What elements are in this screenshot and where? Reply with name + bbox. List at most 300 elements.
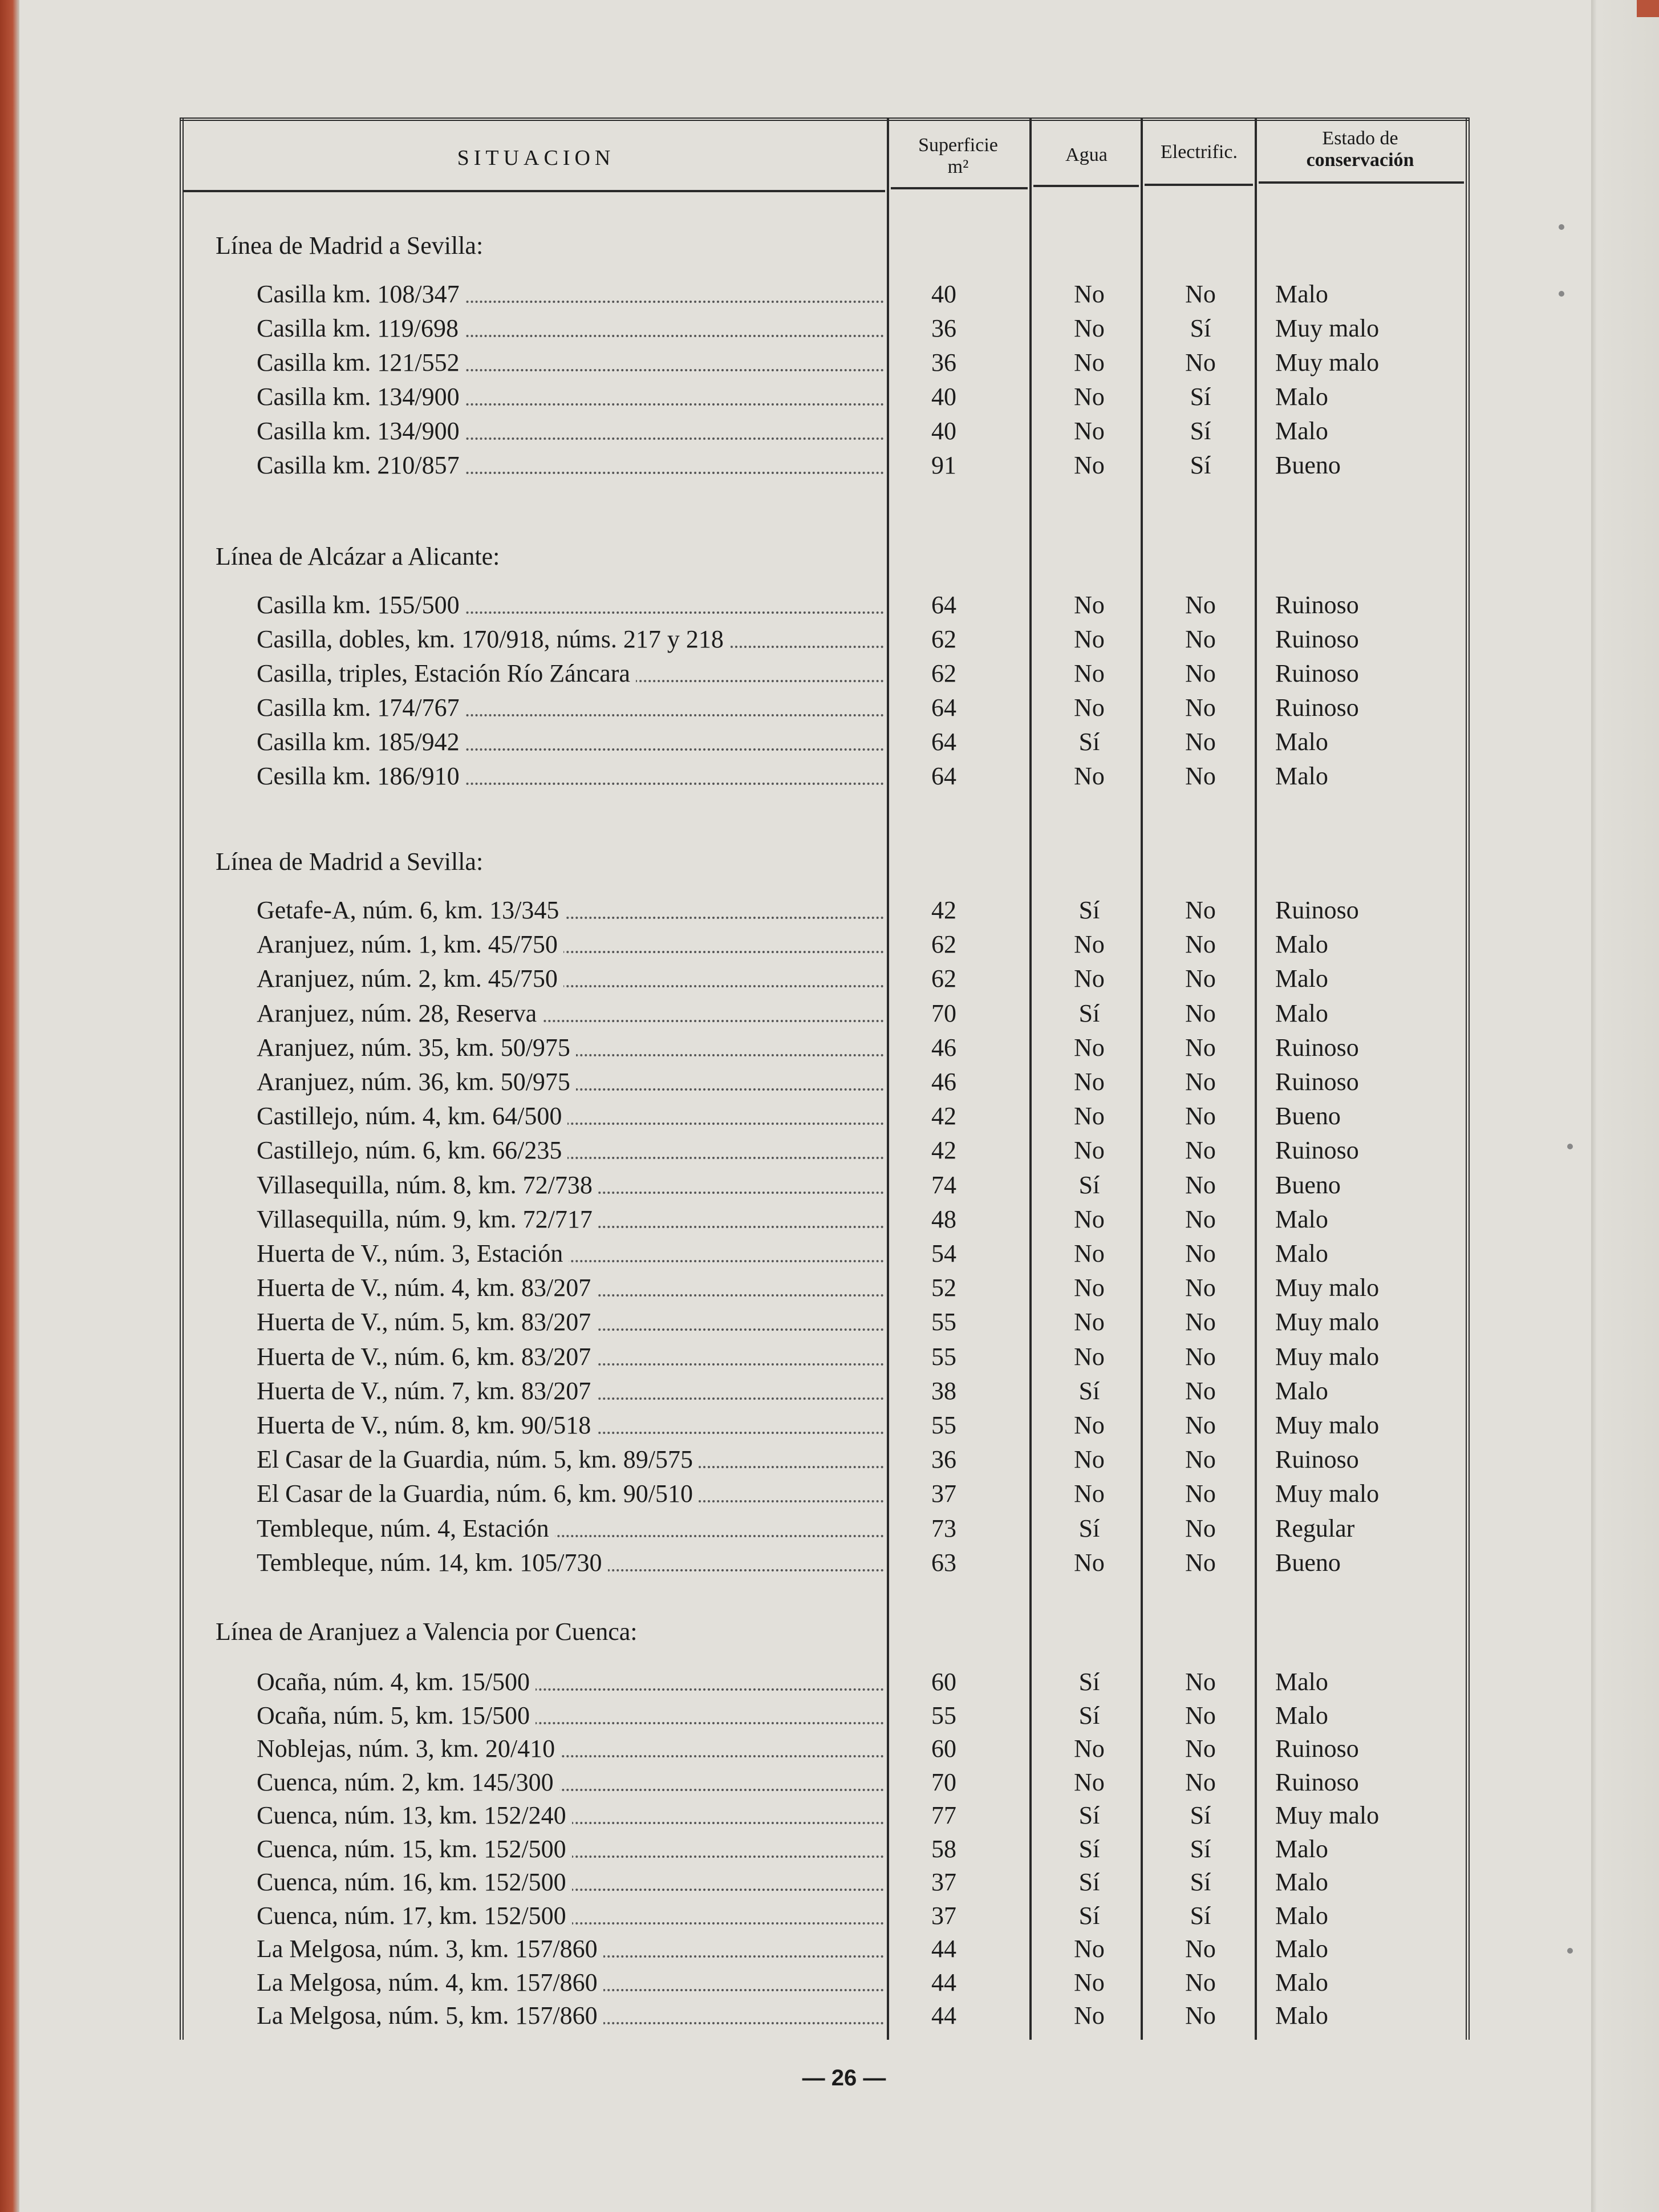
situacion-text: Tembleque, núm. 14, km. 105/730 <box>257 1549 608 1577</box>
cell-superficie: 36 <box>931 1445 956 1474</box>
situacion-text: Casilla km. 108/347 <box>257 280 465 308</box>
cell-situacion <box>257 1479 884 1508</box>
situacion-text: El Casar de la Guardia, núm. 6, km. 90/510 <box>257 1480 699 1508</box>
cell-situacion <box>257 1901 884 1930</box>
cell-situacion <box>257 1342 884 1371</box>
cell-electrific: Sí <box>1190 1901 1211 1930</box>
cell-agua: Sí <box>1078 1901 1100 1930</box>
cell-electrific: No <box>1185 1239 1216 1267</box>
cell-electrific: No <box>1185 1514 1216 1542</box>
cell-situacion <box>257 1514 884 1543</box>
table-row <box>0 1734 1659 1768</box>
cell-superficie: 91 <box>931 451 956 479</box>
cell-situacion <box>257 1667 884 1696</box>
situacion-text: Cuenca, núm. 13, km. 152/240 <box>257 1801 572 1829</box>
cell-agua: No <box>1074 1735 1105 1763</box>
header-situacion: SITUACION <box>457 146 615 170</box>
situacion-text: Aranjuez, núm. 28, Reserva <box>257 999 542 1027</box>
cell-electrific: No <box>1185 965 1216 993</box>
table-row <box>0 1170 1659 1205</box>
table-row <box>0 999 1659 1033</box>
table-row <box>0 896 1659 930</box>
situacion-text: Castillejo, núm. 4, km. 64/500 <box>257 1102 567 1130</box>
cell-agua: Sí <box>1078 1668 1100 1696</box>
cell-estado: Ruinoso <box>1275 1068 1359 1096</box>
cell-situacion <box>257 1768 884 1797</box>
header-electrific: Electrific. <box>1161 141 1238 163</box>
cell-agua: No <box>1074 1342 1105 1371</box>
cell-situacion <box>257 348 884 377</box>
situacion-text: Huerta de V., núm. 8, km. 90/518 <box>257 1411 597 1439</box>
cell-superficie: 40 <box>931 280 956 308</box>
section-title: Línea de Madrid a Sevilla: <box>216 232 484 260</box>
cell-superficie: 62 <box>931 659 956 687</box>
situacion-text: La Melgosa, núm. 3, km. 157/860 <box>257 1935 603 1963</box>
header-rule-estado <box>1259 181 1464 184</box>
cell-estado: Ruinoso <box>1275 1768 1359 1796</box>
cell-estado: Malo <box>1275 1668 1328 1696</box>
cell-estado: Malo <box>1275 1239 1328 1267</box>
header-rule-situacion <box>184 190 885 192</box>
situacion-text: Cuenca, núm. 2, km. 145/300 <box>257 1768 559 1796</box>
cell-electrific: No <box>1185 1274 1216 1302</box>
cell-situacion <box>257 416 884 445</box>
cell-agua: No <box>1074 1308 1105 1336</box>
cell-superficie: 70 <box>931 999 956 1027</box>
binding-mark <box>1559 224 1564 230</box>
situacion-text: Casilla km. 134/900 <box>257 417 465 445</box>
cell-electrific: No <box>1185 930 1216 959</box>
cell-situacion <box>257 1101 884 1131</box>
cell-estado: Malo <box>1275 762 1328 790</box>
cell-superficie: 44 <box>931 1968 956 1996</box>
table-row <box>0 1514 1659 1548</box>
cell-superficie: 73 <box>931 1514 956 1542</box>
cell-electrific: Sí <box>1190 417 1211 445</box>
cell-estado: Malo <box>1275 728 1328 756</box>
cell-electrific: No <box>1185 1445 1216 1474</box>
section-title: Línea de Aranjuez a Valencia por Cuenca: <box>216 1618 638 1646</box>
cell-estado: Malo <box>1275 383 1328 411</box>
cell-electrific: No <box>1185 1136 1216 1165</box>
cell-estado: Malo <box>1275 1935 1328 1963</box>
table-row <box>0 314 1659 348</box>
cell-superficie: 74 <box>931 1170 956 1199</box>
situacion-text: Tembleque, núm. 4, Estación <box>257 1514 555 1542</box>
cell-electrific: No <box>1185 1170 1216 1199</box>
cell-electrific: No <box>1185 1342 1216 1371</box>
header-agua: Agua <box>1065 144 1108 165</box>
table-row <box>0 1934 1659 1968</box>
cell-estado: Ruinoso <box>1275 659 1359 687</box>
cell-situacion <box>257 1411 884 1440</box>
cell-situacion <box>257 1548 884 1577</box>
header-superficie <box>890 135 1027 178</box>
situacion-text: Castillejo, núm. 6, km. 66/235 <box>257 1136 567 1164</box>
cell-situacion <box>257 659 884 688</box>
cell-electrific: No <box>1185 1935 1216 1963</box>
table-row <box>0 1867 1659 1902</box>
cell-superficie: 55 <box>931 1342 956 1371</box>
table-row <box>0 1205 1659 1239</box>
cell-agua: No <box>1074 625 1105 653</box>
situacion-text: Cuenca, núm. 16, km. 152/500 <box>257 1868 572 1896</box>
cell-situacion <box>257 1067 884 1096</box>
cell-electrific: No <box>1185 1968 1216 1996</box>
cell-superficie: 62 <box>931 625 956 653</box>
cell-electrific: No <box>1185 1068 1216 1096</box>
situacion-text: Casilla km. 185/942 <box>257 728 465 756</box>
cell-situacion <box>257 1239 884 1268</box>
section-title: Línea de Madrid a Sevilla: <box>216 848 484 876</box>
situacion-text: Villasequilla, núm. 9, km. 72/717 <box>257 1205 598 1233</box>
cell-electrific: No <box>1185 1735 1216 1763</box>
cell-estado: Ruinoso <box>1275 896 1359 924</box>
cell-agua: No <box>1074 314 1105 342</box>
cell-estado: Ruinoso <box>1275 625 1359 653</box>
situacion-text: Aranjuez, núm. 35, km. 50/975 <box>257 1034 576 1062</box>
cell-agua: Sí <box>1078 1376 1100 1405</box>
cell-superficie: 40 <box>931 383 956 411</box>
cell-electrific: No <box>1185 1411 1216 1439</box>
cell-agua: No <box>1074 1274 1105 1302</box>
cell-estado: Bueno <box>1275 1170 1341 1199</box>
cell-superficie: 54 <box>931 1239 956 1267</box>
table-row <box>0 451 1659 485</box>
page-number: — 26 — <box>802 2065 886 2091</box>
cell-agua: No <box>1074 1033 1105 1062</box>
header-superficie-line2: m² <box>947 156 969 177</box>
cell-superficie: 55 <box>931 1701 956 1729</box>
table-row <box>0 1033 1659 1067</box>
cell-estado: Muy malo <box>1275 1801 1380 1829</box>
cell-superficie: 55 <box>931 1411 956 1439</box>
cell-electrific: No <box>1185 896 1216 924</box>
cell-agua: Sí <box>1078 896 1100 924</box>
table-row <box>0 1968 1659 2002</box>
table-row <box>0 348 1659 382</box>
cell-agua: No <box>1074 1136 1105 1165</box>
cell-superficie: 37 <box>931 1480 956 1508</box>
cell-agua: No <box>1074 1068 1105 1096</box>
table-row <box>0 964 1659 998</box>
table-row <box>0 590 1659 625</box>
table-row <box>0 659 1659 693</box>
cell-estado: Malo <box>1275 417 1328 445</box>
situacion-text: Huerta de V., núm. 7, km. 83/207 <box>257 1377 597 1405</box>
cell-electrific: No <box>1185 1033 1216 1062</box>
cell-electrific: No <box>1185 762 1216 790</box>
header-superficie-line1: Superficie <box>918 135 998 156</box>
cell-superficie: 40 <box>931 417 956 445</box>
cell-electrific: No <box>1185 1102 1216 1131</box>
table-row <box>0 1239 1659 1273</box>
cell-estado: Malo <box>1275 999 1328 1027</box>
cell-agua: No <box>1074 591 1105 619</box>
cell-situacion <box>257 279 884 309</box>
cell-superficie: 48 <box>931 1205 956 1233</box>
cell-situacion <box>257 1307 884 1336</box>
situacion-text: Villasequilla, núm. 8, km. 72/738 <box>257 1171 598 1199</box>
cell-superficie: 55 <box>931 1308 956 1336</box>
cell-estado: Bueno <box>1275 1102 1341 1131</box>
situacion-text: Aranjuez, núm. 36, km. 50/975 <box>257 1068 576 1096</box>
header-estado-line1: Estado de <box>1322 128 1398 149</box>
table-row <box>0 279 1659 314</box>
table-row <box>0 1445 1659 1479</box>
cell-agua: No <box>1074 694 1105 722</box>
binding-mark <box>1567 1144 1573 1149</box>
table-row <box>0 1101 1659 1136</box>
cell-superficie: 64 <box>931 728 956 756</box>
cell-estado: Malo <box>1275 1968 1328 1996</box>
cell-superficie: 38 <box>931 1376 956 1405</box>
cell-superficie: 44 <box>931 2002 956 2029</box>
header-estado <box>1258 128 1463 171</box>
cell-electrific: No <box>1185 1376 1216 1405</box>
cell-situacion <box>257 1136 884 1165</box>
cell-agua: Sí <box>1078 728 1100 756</box>
cell-estado: Ruinoso <box>1275 1445 1359 1474</box>
cell-situacion <box>257 2001 884 2030</box>
situacion-text: Huerta de V., núm. 5, km. 83/207 <box>257 1308 597 1336</box>
table-row <box>0 693 1659 727</box>
table-row <box>0 1479 1659 1513</box>
cell-superficie: 52 <box>931 1274 956 1302</box>
cell-electrific: Sí <box>1190 1868 1211 1896</box>
cell-electrific: No <box>1185 659 1216 687</box>
cell-estado: Regular <box>1275 1514 1355 1542</box>
cell-superficie: 36 <box>931 349 956 376</box>
cell-situacion <box>257 1968 884 1997</box>
cell-estado: Bueno <box>1275 1548 1341 1577</box>
cell-electrific: No <box>1185 1701 1216 1729</box>
cell-situacion <box>257 1273 884 1302</box>
cell-agua: No <box>1074 965 1105 993</box>
table-row <box>0 1136 1659 1170</box>
table-row <box>0 1834 1659 1869</box>
cell-estado: Ruinoso <box>1275 591 1359 619</box>
cell-electrific: No <box>1185 1548 1216 1577</box>
cell-electrific: Sí <box>1190 383 1211 411</box>
cell-agua: Sí <box>1078 1701 1100 1729</box>
cell-estado: Muy malo <box>1275 1480 1380 1508</box>
table-row <box>0 625 1659 659</box>
situacion-text: Ocaña, núm. 5, km. 15/500 <box>257 1701 536 1729</box>
cell-situacion <box>257 727 884 756</box>
table-row <box>0 382 1659 416</box>
cell-situacion <box>257 1867 884 1897</box>
cell-estado: Ruinoso <box>1275 694 1359 722</box>
cell-electrific: No <box>1185 2002 1216 2029</box>
cell-superficie: 46 <box>931 1068 956 1096</box>
cell-electrific: Sí <box>1190 451 1211 479</box>
cell-agua: No <box>1074 762 1105 790</box>
situacion-text: Casilla km. 174/767 <box>257 694 465 722</box>
cell-estado: Ruinoso <box>1275 1136 1359 1165</box>
cell-situacion <box>257 761 884 791</box>
cell-superficie: 77 <box>931 1801 956 1829</box>
situacion-text: Getafe-A, núm. 6, km. 13/345 <box>257 896 565 924</box>
cell-superficie: 62 <box>931 965 956 993</box>
situacion-text: Ocaña, núm. 4, km. 15/500 <box>257 1668 536 1696</box>
situacion-text: Casilla km. 210/857 <box>257 451 465 479</box>
cell-situacion <box>257 625 884 654</box>
cell-agua: No <box>1074 1102 1105 1131</box>
cell-agua: No <box>1074 1968 1105 1996</box>
header-rule-superficie <box>891 187 1028 189</box>
situacion-text: La Melgosa, núm. 4, km. 157/860 <box>257 1968 603 1996</box>
cell-superficie: 62 <box>931 930 956 959</box>
cell-superficie: 37 <box>931 1868 956 1896</box>
cell-estado: Muy malo <box>1275 1411 1380 1439</box>
table-row <box>0 416 1659 451</box>
situacion-text: El Casar de la Guardia, núm. 5, km. 89/575 <box>257 1445 699 1473</box>
situacion-text: La Melgosa, núm. 5, km. 157/860 <box>257 2002 603 2029</box>
table-row <box>0 1768 1659 1802</box>
cell-situacion <box>257 930 884 959</box>
cell-situacion <box>257 314 884 343</box>
cell-electrific: No <box>1185 1668 1216 1696</box>
cell-agua: No <box>1074 1411 1105 1439</box>
cell-agua: No <box>1074 659 1105 687</box>
situacion-text: Cuenca, núm. 15, km. 152/500 <box>257 1835 572 1863</box>
cell-situacion <box>257 1934 884 1963</box>
table-row <box>0 1548 1659 1582</box>
cell-estado: Malo <box>1275 280 1328 308</box>
cell-superficie: 44 <box>931 1935 956 1963</box>
cell-agua: No <box>1074 383 1105 411</box>
cell-electrific: No <box>1185 1768 1216 1796</box>
table-row <box>0 1901 1659 1935</box>
cell-superficie: 46 <box>931 1033 956 1062</box>
binding-mark <box>1567 1948 1573 1954</box>
cell-electrific: Sí <box>1190 314 1211 342</box>
cell-estado: Ruinoso <box>1275 1033 1359 1062</box>
situacion-text: Cuenca, núm. 17, km. 152/500 <box>257 1902 572 1930</box>
header-rule-electrific <box>1145 184 1253 186</box>
cell-situacion <box>257 1701 884 1730</box>
cell-electrific: No <box>1185 591 1216 619</box>
situacion-text: Huerta de V., núm. 6, km. 83/207 <box>257 1343 597 1371</box>
cell-estado: Malo <box>1275 1901 1328 1930</box>
cell-superficie: 60 <box>931 1735 956 1763</box>
cell-situacion <box>257 1734 884 1763</box>
cell-agua: No <box>1074 1935 1105 1963</box>
section-title: Línea de Alcázar a Alicante: <box>216 542 500 570</box>
cell-estado: Malo <box>1275 965 1328 993</box>
cell-superficie: 42 <box>931 1102 956 1131</box>
cell-agua: No <box>1074 417 1105 445</box>
cell-situacion <box>257 590 884 619</box>
cell-superficie: 37 <box>931 1901 956 1930</box>
cell-superficie: 36 <box>931 314 956 342</box>
cell-agua: Sí <box>1078 1170 1100 1199</box>
cell-estado: Malo <box>1275 1376 1328 1405</box>
cell-agua: No <box>1074 280 1105 308</box>
cell-electrific: No <box>1185 280 1216 308</box>
cell-situacion <box>257 1801 884 1830</box>
cell-agua: Sí <box>1078 1868 1100 1896</box>
table-row <box>0 1273 1659 1307</box>
table-row <box>0 1667 1659 1701</box>
table-row <box>0 1411 1659 1445</box>
cell-superficie: 70 <box>931 1768 956 1796</box>
binding-mark <box>1559 291 1564 297</box>
cell-superficie: 60 <box>931 1668 956 1696</box>
cell-situacion <box>257 382 884 411</box>
cell-electrific: No <box>1185 999 1216 1027</box>
header-rule-agua <box>1033 185 1139 187</box>
situacion-text: Aranjuez, núm. 2, km. 45/750 <box>257 965 563 992</box>
cell-situacion <box>257 1445 884 1474</box>
cell-agua: No <box>1074 1205 1105 1233</box>
cell-agua: Sí <box>1078 1834 1100 1863</box>
cell-electrific: No <box>1185 694 1216 722</box>
cell-agua: Sí <box>1078 999 1100 1027</box>
cell-agua: No <box>1074 1480 1105 1508</box>
cell-agua: No <box>1074 1548 1105 1577</box>
cell-estado: Malo <box>1275 1205 1328 1233</box>
cell-electrific: No <box>1185 625 1216 653</box>
cell-estado: Malo <box>1275 2002 1328 2029</box>
table-row <box>0 761 1659 796</box>
table-row <box>0 1701 1659 1735</box>
cell-situacion <box>257 1834 884 1863</box>
cell-electrific: Sí <box>1190 1801 1211 1829</box>
situacion-text: Casilla km. 121/552 <box>257 349 465 376</box>
cell-agua: No <box>1074 1768 1105 1796</box>
table-row <box>0 1342 1659 1376</box>
cell-situacion <box>257 999 884 1028</box>
table-row <box>0 2001 1659 2035</box>
cell-agua: No <box>1074 930 1105 959</box>
table-row <box>0 727 1659 761</box>
cell-superficie: 58 <box>931 1834 956 1863</box>
cell-electrific: No <box>1185 728 1216 756</box>
cell-situacion <box>257 964 884 993</box>
cell-superficie: 63 <box>931 1548 956 1577</box>
cell-situacion <box>257 896 884 925</box>
cell-superficie: 64 <box>931 762 956 790</box>
cell-situacion <box>257 693 884 722</box>
situacion-text: Huerta de V., núm. 3, Estación <box>257 1239 569 1267</box>
table-row <box>0 930 1659 964</box>
cell-estado: Bueno <box>1275 451 1341 479</box>
cell-agua: No <box>1074 1239 1105 1267</box>
situacion-text: Casilla, dobles, km. 170/918, núms. 217 y 218 <box>257 625 729 653</box>
cell-agua: No <box>1074 1445 1105 1474</box>
cell-agua: No <box>1074 2002 1105 2029</box>
cell-superficie: 42 <box>931 1136 956 1165</box>
cell-estado: Muy malo <box>1275 1342 1380 1371</box>
situacion-text: Cesilla km. 186/910 <box>257 762 465 790</box>
cell-superficie: 42 <box>931 896 956 924</box>
cell-estado: Malo <box>1275 1834 1328 1863</box>
cell-electrific: No <box>1185 349 1216 376</box>
cell-estado: Malo <box>1275 1701 1328 1729</box>
cell-electrific: Sí <box>1190 1834 1211 1863</box>
cell-electrific: No <box>1185 1480 1216 1508</box>
table-row <box>0 1067 1659 1101</box>
cell-superficie: 64 <box>931 694 956 722</box>
header-estado-line2: conservación <box>1306 149 1414 171</box>
situacion-text: Casilla km. 134/900 <box>257 383 465 411</box>
cell-estado: Muy malo <box>1275 1308 1380 1336</box>
situacion-text: Casilla km. 119/698 <box>257 314 464 342</box>
table-row <box>0 1801 1659 1835</box>
situacion-text: Casilla km. 155/500 <box>257 591 465 619</box>
